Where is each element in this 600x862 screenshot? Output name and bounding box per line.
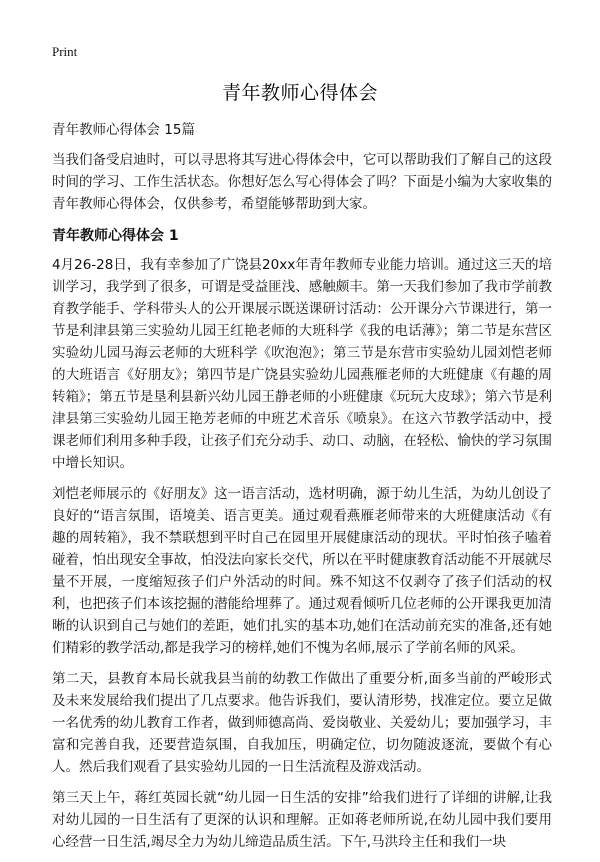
document-subtitle: 青年教师心得体会 15篇 [52, 122, 195, 138]
section-heading: 青年教师心得体会 1 [52, 228, 179, 244]
document-body [52, 119, 552, 862]
page-title: 青年教师心得体会 [221, 82, 378, 104]
body-paragraph-1: 4月26-28日，我有幸参加了广饶县20xx年青年教师专业能力培训。通过这三天的培训学习，我学到了很多，可谓是受益匪浅、感触颇丰。第一天我们参加了我市学前教育教学能手、学科带头人的公开课展示既送课研讨活动：公开课分六节课进行，第一节是利津县第三实验幼儿园王红艳老师的大班科学《我的电话薄》；第二节是东营区实验幼儿园马海云老师的大班科学《吹泡泡》；第三节是东营市实验幼儿园刘恺老师的大班语言《好朋友》；第四节是广饶县实验幼儿园燕雁老师的大班健康《有趣的周转箱》；第五节是垦利县新兴幼儿园王静老师的小班健康《玩玩大皮球》；第六节是利津县第三实验幼儿园王艳芳老师的中班艺术音乐《喷泉》。在这六节教学活动中，授课老师们利用多种手段，让孩子们充分动手、动口、动脑，在轻松、愉快的学习氛围中增长知识。 [52, 257, 552, 471]
body-paragraph-3: 第二天，县教育本局长就我县当前的幼教工作做出了重要分析,面多当前的严峻形式及未来发展给我们提出了几点要求。他告诉我们，要认清形势，找准定位。要立足做一名优秀的幼儿教育工作者，做到师德高尚、爱岗敬业、关爱幼儿；要加强学习，丰富和完善自我，还要营造氛围，自我加压，明确定位，切勿随波逐流，要做个有心人。然后我们观看了县实验幼儿园的一日生活流程及游戏活动。 [52, 671, 552, 775]
print-label: Print [52, 44, 78, 59]
intro-paragraph: 当我们备受启迪时，可以寻思将其写进心得体会中，它可以帮助我们了解自己的这段时间的学习、工作生活状态。你想好怎么写心得体会了吗？下面是小编为大家收集的青年教师心得体会，仅供参考，希望能够帮助到大家。 [52, 152, 552, 212]
body-paragraph-4: 第三天上午，蒋红英园长就“幼儿园一日生活的安排”给我们进行了详细的讲解,让我对幼儿园的一日生活有了更深的认识和理解。正如蒋老师所说,在幼儿园中我们要用心经营一日生活,竭尽全力为幼儿缔造品质生活。下午,马洪玲主任和我们一块 [52, 790, 552, 850]
body-paragraph-2: 刘恺老师展示的《好朋友》这一语言活动，选材明确，源于幼儿生活，为幼儿创设了良好的“语言氛围，语境美、语言更美。通过观看燕雁老师带来的大班健康活动《有趣的周转箱》，我不禁联想到平时自己在园里开展健康活动的现状。平时怕孩子嗑着碰着，怕出现安全事故，怕没法向家长交代，所以在平时健康教育活动能不开展就尽量不开展，一度缩短孩子们户外活动的时间。殊不知这不仅剥夺了孩子们活动的权利，也把孩子们本该挖掘的潜能给埋葬了。通过观看倾听几位老师的公开课我更加清晰的认识到自己与她们的差距，她们扎实的基本功,她们在活动前充实的准备,还有她们精彩的教学活动,都是我学习的榜样,她们不愧为名师,展示了学前名师的风采。 [52, 486, 552, 656]
